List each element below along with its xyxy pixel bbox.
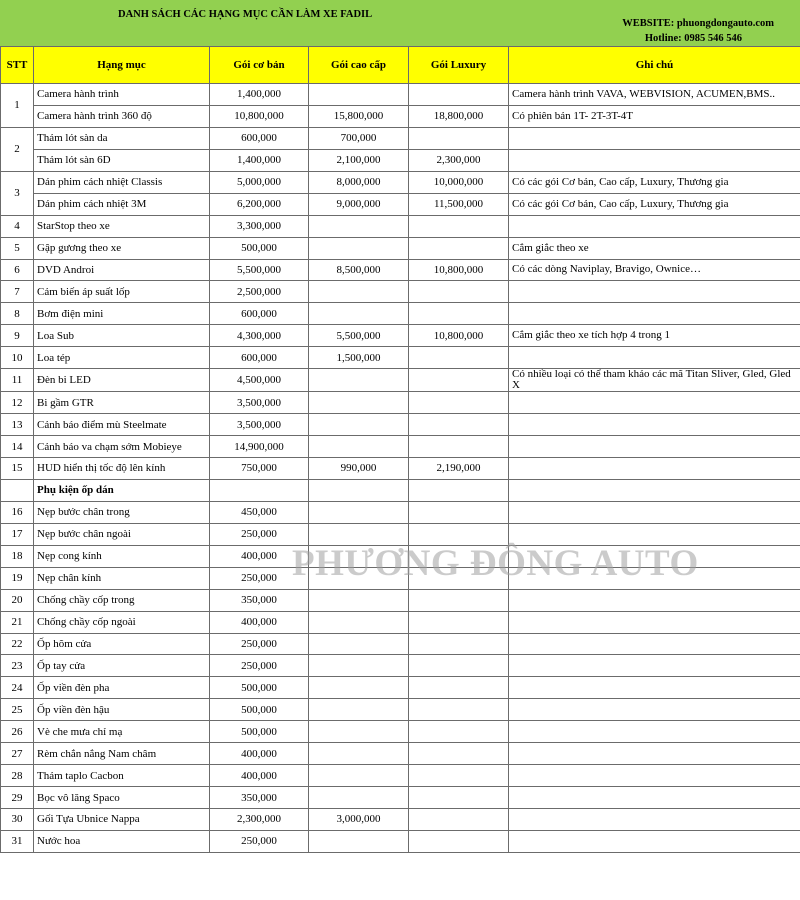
cell-stt: 17 <box>1 523 34 545</box>
cell-note <box>509 830 800 852</box>
table-row <box>1 414 800 436</box>
cell-stt: 31 <box>1 830 34 852</box>
cell-stt: 12 <box>1 392 34 414</box>
table-row <box>1 193 800 215</box>
cell-stt: 18 <box>1 545 34 567</box>
cell-item: Nẹp bước chân ngoài <box>34 523 210 545</box>
table-row <box>1 677 800 699</box>
table-row <box>1 501 800 523</box>
cell-item: Chống chầy cốp trong <box>34 589 210 611</box>
column-header-stt: STT <box>1 47 34 84</box>
cell-premium-price <box>309 479 409 501</box>
cell-basic-price: 500,000 <box>210 721 309 743</box>
cell-premium-price: 9,000,000 <box>309 193 409 215</box>
cell-premium-price <box>309 545 409 567</box>
table-row <box>1 830 800 852</box>
cell-basic-price: 2,500,000 <box>210 281 309 303</box>
cell-premium-price <box>309 237 409 259</box>
cell-note <box>509 458 800 480</box>
cell-premium-price <box>309 633 409 655</box>
cell-stt: 22 <box>1 633 34 655</box>
cell-luxury-price <box>409 830 509 852</box>
table-row <box>1 611 800 633</box>
cell-luxury-price: 10,800,000 <box>409 259 509 281</box>
cell-premium-price: 2,100,000 <box>309 149 409 171</box>
cell-item: Loa tép <box>34 347 210 369</box>
cell-stt: 24 <box>1 677 34 699</box>
cell-note <box>509 303 800 325</box>
cell-item: Nẹp chân kính <box>34 567 210 589</box>
cell-basic-price: 600,000 <box>210 347 309 369</box>
table-row <box>1 281 800 303</box>
cell-note: Có nhiều loại có thể tham khảo các mã Titan Sliver, Gled, Gled X <box>509 369 800 392</box>
cell-basic-price: 3,500,000 <box>210 392 309 414</box>
cell-stt: 2 <box>1 127 34 171</box>
cell-premium-price <box>309 523 409 545</box>
cell-note <box>509 655 800 677</box>
cell-stt: 9 <box>1 325 34 347</box>
cell-basic-price: 400,000 <box>210 611 309 633</box>
cell-note <box>509 392 800 414</box>
cell-stt: 16 <box>1 501 34 523</box>
cell-premium-price <box>309 501 409 523</box>
cell-basic-price: 250,000 <box>210 655 309 677</box>
cell-premium-price <box>309 281 409 303</box>
cell-premium-price <box>309 677 409 699</box>
cell-note: Camera hành trình VAVA, WEBVISION, ACUMEN,BMS.. <box>509 84 800 106</box>
cell-basic-price: 5,500,000 <box>210 259 309 281</box>
cell-stt: 11 <box>1 369 34 392</box>
table-header-row <box>1 47 800 84</box>
cell-stt: 13 <box>1 414 34 436</box>
cell-basic-price: 250,000 <box>210 567 309 589</box>
cell-luxury-price: 2,190,000 <box>409 458 509 480</box>
cell-basic-price: 250,000 <box>210 523 309 545</box>
watermark-text: PHƯƠNG ĐÔNG AUTO <box>292 543 699 584</box>
table-row <box>1 171 800 193</box>
cell-note <box>509 479 800 501</box>
cell-luxury-price <box>409 84 509 106</box>
table-row <box>1 589 800 611</box>
cell-item: Phụ kiện ốp dán <box>34 479 210 501</box>
cell-premium-price <box>309 655 409 677</box>
cell-luxury-price <box>409 589 509 611</box>
cell-basic-price: 250,000 <box>210 633 309 655</box>
cell-note <box>509 501 800 523</box>
cell-item: Nẹp cong kính <box>34 545 210 567</box>
cell-basic-price: 6,200,000 <box>210 193 309 215</box>
table-row <box>1 458 800 480</box>
cell-basic-price: 4,300,000 <box>210 325 309 347</box>
column-header-item: Hạng mục <box>34 47 210 84</box>
cell-basic-price: 3,300,000 <box>210 215 309 237</box>
cell-item: Gập gương theo xe <box>34 237 210 259</box>
hotline-label: Hotline: 0985 546 546 <box>644 33 742 44</box>
cell-basic-price: 2,300,000 <box>210 809 309 831</box>
cell-item: DVD Androi <box>34 259 210 281</box>
cell-item: Dán phim cách nhiệt 3M <box>34 193 210 215</box>
cell-note: Cắm giắc theo xe <box>509 237 800 259</box>
cell-stt: 21 <box>1 611 34 633</box>
cell-note: Có các gói Cơ bản, Cao cấp, Luxury, Thương gia <box>509 193 800 215</box>
cell-item: Bơm điện mini <box>34 303 210 325</box>
cell-stt: 14 <box>1 436 34 458</box>
cell-stt: 5 <box>1 237 34 259</box>
cell-premium-price: 3,000,000 <box>309 809 409 831</box>
table-row <box>1 105 800 127</box>
cell-basic-price: 4,500,000 <box>210 369 309 392</box>
cell-premium-price <box>309 436 409 458</box>
column-header-note: Ghi chú <box>509 47 800 84</box>
cell-premium-price <box>309 303 409 325</box>
table-row <box>1 84 800 106</box>
table-row <box>1 721 800 743</box>
cell-item: StarStop theo xe <box>34 215 210 237</box>
table-row <box>1 303 800 325</box>
cell-item: Đèn bi LED <box>34 369 210 392</box>
cell-premium-price <box>309 830 409 852</box>
cell-stt: 25 <box>1 699 34 721</box>
cell-stt: 15 <box>1 458 34 480</box>
cell-item: Ốp hõm cửa <box>34 633 210 655</box>
cell-basic-price: 600,000 <box>210 127 309 149</box>
table-row <box>1 479 800 501</box>
cell-stt: 7 <box>1 281 34 303</box>
table-row <box>1 743 800 765</box>
table-row <box>1 215 800 237</box>
table-row <box>1 436 800 458</box>
cell-basic-price: 14,900,000 <box>210 436 309 458</box>
cell-premium-price <box>309 611 409 633</box>
cell-luxury-price: 10,800,000 <box>409 325 509 347</box>
table-row <box>1 545 800 567</box>
cell-luxury-price <box>409 787 509 809</box>
cell-note <box>509 281 800 303</box>
cell-item: Camera hành trình 360 độ <box>34 105 210 127</box>
cell-premium-price <box>309 721 409 743</box>
cell-basic-price: 500,000 <box>210 699 309 721</box>
cell-luxury-price <box>409 809 509 831</box>
cell-item: Ốp viền đèn hậu <box>34 699 210 721</box>
cell-basic-price: 10,800,000 <box>210 105 309 127</box>
cell-luxury-price <box>409 655 509 677</box>
cell-luxury-price <box>409 611 509 633</box>
cell-premium-price <box>309 743 409 765</box>
cell-basic-price: 500,000 <box>210 677 309 699</box>
cell-note <box>509 589 800 611</box>
table-body <box>1 84 800 853</box>
cell-stt: 6 <box>1 259 34 281</box>
cell-premium-price: 990,000 <box>309 458 409 480</box>
cell-item: Rèm chắn nắng Nam châm <box>34 743 210 765</box>
cell-luxury-price <box>409 237 509 259</box>
cell-note <box>509 149 800 171</box>
table-row <box>1 259 800 281</box>
cell-note <box>509 127 800 149</box>
table-row <box>1 523 800 545</box>
cell-note <box>509 699 800 721</box>
cell-basic-price: 3,500,000 <box>210 414 309 436</box>
cell-luxury-price <box>409 392 509 414</box>
cell-note: Có phiên bản 1T- 2T-3T-4T <box>509 105 800 127</box>
cell-basic-price: 400,000 <box>210 765 309 787</box>
cell-premium-price <box>309 414 409 436</box>
cell-luxury-price <box>409 347 509 369</box>
cell-item: HUD hiển thị tốc độ lên kính <box>34 458 210 480</box>
cell-stt: 1 <box>1 84 34 128</box>
cell-premium-price <box>309 699 409 721</box>
cell-premium-price <box>309 589 409 611</box>
cell-stt: 26 <box>1 721 34 743</box>
table-row <box>1 237 800 259</box>
table-row <box>1 809 800 831</box>
cell-luxury-price <box>409 479 509 501</box>
cell-item: Ốp tay cửa <box>34 655 210 677</box>
cell-note <box>509 677 800 699</box>
cell-luxury-price <box>409 633 509 655</box>
cell-stt: 28 <box>1 765 34 787</box>
cell-item: Cảm biến áp suất lốp <box>34 281 210 303</box>
cell-luxury-price <box>409 501 509 523</box>
cell-item: Gối Tựa Ubnice Nappa <box>34 809 210 831</box>
cell-item: Bọc vô lăng Spaco <box>34 787 210 809</box>
cell-note: Có các dòng Naviplay, Bravigo, Ownice… <box>509 259 800 281</box>
cell-premium-price <box>309 567 409 589</box>
table-row <box>1 369 800 392</box>
cell-premium-price <box>309 765 409 787</box>
cell-item: Camera hành trình <box>34 84 210 106</box>
cell-premium-price <box>309 392 409 414</box>
cell-basic-price: 750,000 <box>210 458 309 480</box>
table-row <box>1 699 800 721</box>
cell-luxury-price <box>409 765 509 787</box>
cell-note <box>509 347 800 369</box>
table-row <box>1 655 800 677</box>
cell-premium-price <box>309 84 409 106</box>
cell-item: Nước hoa <box>34 830 210 852</box>
cell-stt: 19 <box>1 567 34 589</box>
header-banner <box>0 0 800 46</box>
cell-item: Ốp viền đèn pha <box>34 677 210 699</box>
table-row <box>1 765 800 787</box>
cell-item: Vè che mưa chỉ mạ <box>34 721 210 743</box>
cell-luxury-price <box>409 436 509 458</box>
cell-item: Dán phim cách nhiệt Classis <box>34 171 210 193</box>
cell-luxury-price: 2,300,000 <box>409 149 509 171</box>
cell-stt: 4 <box>1 215 34 237</box>
cell-basic-price: 5,000,000 <box>210 171 309 193</box>
cell-note: Cắm giắc theo xe tích hợp 4 trong 1 <box>509 325 800 347</box>
cell-luxury-price <box>409 281 509 303</box>
cell-note: Có các gói Cơ bản, Cao cấp, Luxury, Thương gia <box>509 171 800 193</box>
cell-basic-price: 400,000 <box>210 743 309 765</box>
document-title: DANH SÁCH CÁC HẠNG MỤC CẦN LÀM XE FADIL <box>118 9 373 20</box>
table-row <box>1 633 800 655</box>
cell-basic-price: 600,000 <box>210 303 309 325</box>
cell-stt: 30 <box>1 809 34 831</box>
cell-premium-price <box>309 787 409 809</box>
table-row <box>1 127 800 149</box>
cell-item: Loa Sub <box>34 325 210 347</box>
cell-premium-price: 15,800,000 <box>309 105 409 127</box>
cell-item: Thảm taplo Cacbon <box>34 765 210 787</box>
price-table <box>0 46 800 853</box>
cell-luxury-price <box>409 545 509 567</box>
cell-basic-price: 500,000 <box>210 237 309 259</box>
cell-luxury-price: 11,500,000 <box>409 193 509 215</box>
cell-stt: 23 <box>1 655 34 677</box>
cell-item: Bi gầm GTR <box>34 392 210 414</box>
cell-stt: 20 <box>1 589 34 611</box>
cell-note <box>509 765 800 787</box>
cell-premium-price: 700,000 <box>309 127 409 149</box>
cell-note <box>509 787 800 809</box>
cell-stt: 29 <box>1 787 34 809</box>
cell-premium-price: 8,500,000 <box>309 259 409 281</box>
cell-luxury-price <box>409 721 509 743</box>
cell-item: Thảm lót sàn 6D <box>34 149 210 171</box>
cell-basic-price: 1,400,000 <box>210 149 309 171</box>
cell-basic-price: 350,000 <box>210 589 309 611</box>
cell-item: Nẹp bước chân trong <box>34 501 210 523</box>
cell-basic-price <box>210 479 309 501</box>
cell-note <box>509 721 800 743</box>
cell-premium-price: 5,500,000 <box>309 325 409 347</box>
cell-luxury-price <box>409 369 509 392</box>
cell-premium-price: 8,000,000 <box>309 171 409 193</box>
cell-premium-price <box>309 369 409 392</box>
cell-basic-price: 250,000 <box>210 830 309 852</box>
table-row <box>1 347 800 369</box>
cell-basic-price: 1,400,000 <box>210 84 309 106</box>
cell-luxury-price: 10,000,000 <box>409 171 509 193</box>
column-header-basic: Gói cơ bản <box>210 47 309 84</box>
cell-luxury-price <box>409 677 509 699</box>
cell-item: Cảnh báo điểm mù Steelmate <box>34 414 210 436</box>
cell-basic-price: 450,000 <box>210 501 309 523</box>
cell-luxury-price <box>409 743 509 765</box>
cell-note <box>509 567 800 589</box>
cell-premium-price <box>309 215 409 237</box>
cell-item: Thảm lót sàn da <box>34 127 210 149</box>
cell-stt: 27 <box>1 743 34 765</box>
table-row <box>1 149 800 171</box>
cell-premium-price: 1,500,000 <box>309 347 409 369</box>
table-row <box>1 325 800 347</box>
cell-note <box>509 215 800 237</box>
table-row <box>1 392 800 414</box>
cell-note <box>509 414 800 436</box>
cell-note <box>509 545 800 567</box>
cell-stt: 8 <box>1 303 34 325</box>
website-label: WEBSITE: phuongdongauto.com <box>622 18 774 29</box>
cell-stt: 3 <box>1 171 34 215</box>
cell-luxury-price <box>409 567 509 589</box>
cell-basic-price: 400,000 <box>210 545 309 567</box>
cell-basic-price: 350,000 <box>210 787 309 809</box>
cell-note <box>509 436 800 458</box>
cell-item: Chống chầy cốp ngoài <box>34 611 210 633</box>
cell-note <box>509 611 800 633</box>
cell-note <box>509 743 800 765</box>
cell-luxury-price <box>409 127 509 149</box>
cell-luxury-price: 18,800,000 <box>409 105 509 127</box>
table-row <box>1 567 800 589</box>
cell-item: Cảnh báo va chạm sớm Mobieye <box>34 436 210 458</box>
cell-luxury-price <box>409 215 509 237</box>
cell-note <box>509 633 800 655</box>
cell-note <box>509 809 800 831</box>
table-row <box>1 787 800 809</box>
cell-luxury-price <box>409 414 509 436</box>
column-header-premium: Gói cao cấp <box>309 47 409 84</box>
column-header-luxury: Gói Luxury <box>409 47 509 84</box>
cell-luxury-price <box>409 523 509 545</box>
cell-luxury-price <box>409 699 509 721</box>
cell-luxury-price <box>409 303 509 325</box>
cell-stt: 10 <box>1 347 34 369</box>
cell-note <box>509 523 800 545</box>
cell-stt <box>1 479 34 501</box>
